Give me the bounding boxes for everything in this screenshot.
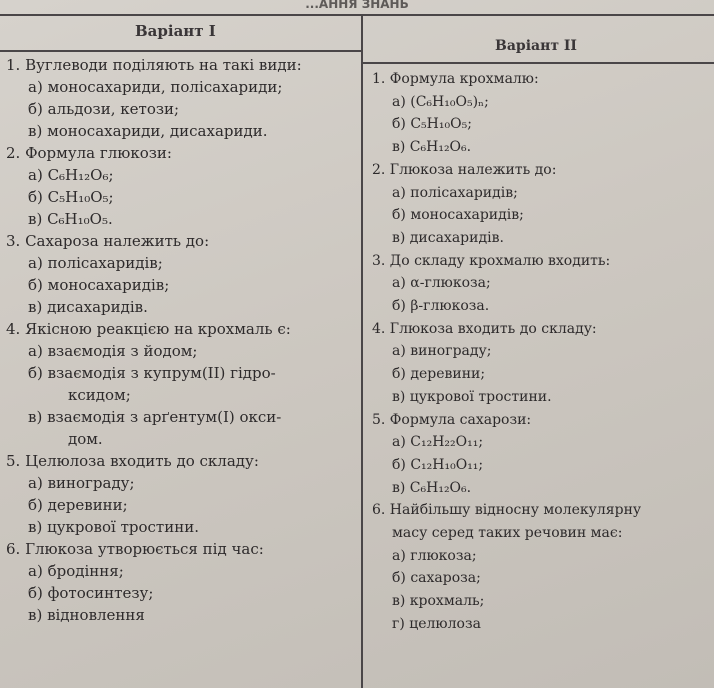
variant-1-answer-option: б) взаємодія з купрум(II) гідро- [28,364,276,382]
variant-2-question-line: 4. Глюкоза входить до складу: [372,320,597,337]
variant-1-answer-option: в) цукрової тростини. [28,518,199,536]
variant-1-question-line: 5. Целюлоза входить до складу: [6,452,259,470]
variant-1-answer-option: б) фотосинтезу; [28,584,154,602]
variant-2-answer-option: в) C₆H₁₂O₆. [392,479,472,496]
variant-2-answer-option: б) деревини; [392,366,486,383]
variant-2-question-line: 2. Глюкоза належить до: [372,161,557,178]
variant-2-answer-option: в) дисахаридів. [392,229,504,246]
variant-1-answer-option: в) C₆H₁₀O₅. [28,210,113,228]
variant-2-answer-option: а) α-глюкоза; [392,275,491,292]
variant-1-title: Варіант І [135,22,216,40]
variant-2-answer-option: а) винограду; [392,343,492,360]
header-divider-left [0,50,363,52]
variant-2-question-line: 6. Найбільшу відносну молекулярну [372,502,642,519]
variant-1-answer-option: ксидом; [68,386,131,404]
variant-1-answer-option: а) бродіння; [28,562,124,580]
variant-1-question-line: 4. Якісною реакцією на крохмаль є: [6,320,291,338]
variant-1-answer-option: в) взаємодія з арґентум(І) окси- [28,408,282,426]
variant-1-questions [6,54,358,626]
variant-2-answer-option: г) целюлоза [392,615,481,632]
variant-1-answer-option: а) моносахариди, полісахариди; [28,78,283,96]
variant-1-answer-option: а) винограду; [28,474,135,492]
variant-1-answer-option: в) дисахаридів. [28,298,148,316]
variant-1-answer-option: б) моносахаридів; [28,276,170,294]
variant-1-answer-option: б) альдози, кетози; [28,100,180,118]
variant-2-answer-option: а) C₁₂H₂₂O₁₁; [392,434,484,451]
variant-1-answer-option: в) моносахариди, дисахариди. [28,122,268,140]
variant-1-question-line: 3. Сахароза належить до: [6,232,210,250]
variant-1-question-line: 1. Вуглеводи поділяють на такі види: [6,56,302,74]
top-header-strip: ...АННЯ ЗНАНЬ [305,0,409,11]
variant-2-answer-option: а) (C₆H₁₀O₅)ₙ; [392,93,489,110]
variant-2-answer-option: а) полісахаридів; [392,184,518,201]
column-divider [361,14,363,688]
variant-1-answer-option: дом. [68,430,103,448]
variant-1-answer-option: а) взаємодія з йодом; [28,342,198,360]
variant-2-question-line: масу серед таких речовин має: [392,525,623,542]
variant-2-answer-option: в) крохмаль; [392,593,485,610]
table-top-border [0,14,714,16]
variant-2-answer-option: б) C₅H₁₀O₅; [392,116,472,133]
variant-1-answer-option: а) полісахаридів; [28,254,163,272]
variant-2-answer-option: в) C₆H₁₂O₆. [392,139,472,156]
variant-2-answer-option: б) C₁₂H₁₀O₁₁; [392,456,484,473]
variant-2-answer-option: б) сахароза; [392,570,481,587]
variant-2-question-line: 3. До складу крохмалю входить: [372,252,611,269]
variant-2-answer-option: б) β-глюкоза. [392,298,490,315]
variant-2-answer-option: а) глюкоза; [392,547,477,564]
variant-1-answer-option: в) відновлення [28,606,145,624]
variant-2-question-line: 5. Формула сахарози: [372,411,532,428]
variant-1-answer-option: б) деревини; [28,496,128,514]
variant-1-answer-option: б) C₅H₁₀O₅; [28,188,114,206]
variant-2-question-line: 1. Формула крохмалю: [372,71,539,87]
variant-2-questions [372,68,712,636]
variant-2-title: Варіант ІІ [495,38,577,54]
variant-2-answer-option: в) цукрової тростини. [392,388,552,405]
variant-2-answer-option: б) моносахаридів; [392,207,524,224]
variant-1-question-line: 6. Глюкоза утворюється під час: [6,540,264,558]
variant-1-question-line: 2. Формула глюкози: [6,144,172,162]
header-divider-right [363,62,714,64]
variant-1-answer-option: а) C₆H₁₂O₆; [28,166,114,184]
